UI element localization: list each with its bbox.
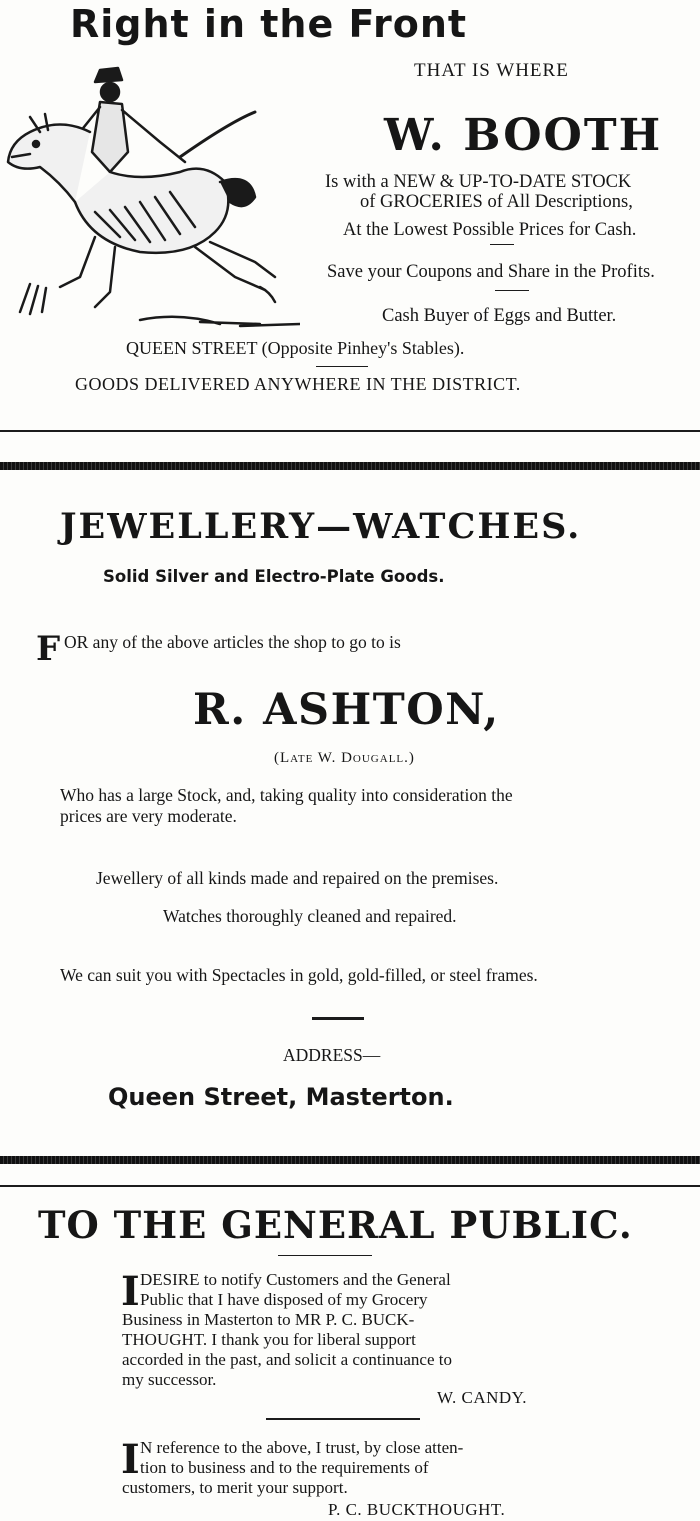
notice-signature-2: P. C. BUCKTHOUGHT. — [328, 1500, 506, 1519]
notice-paragraph-2 — [122, 1438, 557, 1498]
notice-p2-line: N reference to the above, I trust, by close atten- — [140, 1438, 464, 1457]
notice-p1-line: Public that I have disposed of my Grocery — [140, 1290, 428, 1309]
notice-p1-line: Business in Masterton to MR P. C. BUCK- — [122, 1310, 415, 1329]
booth-delivery: GOODS DELIVERED ANYWHERE IN THE DISTRICT. — [75, 374, 521, 394]
ashton-dropcap: F — [36, 629, 61, 669]
section-rule — [0, 462, 700, 470]
notice-p1-line: accorded in the past, and solicit a continuance to — [122, 1350, 452, 1369]
booth-line-eggs: Cash Buyer of Eggs and Butter. — [382, 306, 617, 326]
notice-dropcap-1: I — [121, 1268, 140, 1315]
notice-p1-line: THOUGHT. I thank you for liberal support — [122, 1330, 416, 1349]
notice-dropcap-2: I — [121, 1436, 140, 1483]
booth-line-groceries: of GROCERIES of All Descriptions, — [360, 192, 633, 212]
ashton-divider — [312, 1017, 364, 1020]
booth-address: QUEEN STREET (Opposite Pinhey's Stables). — [126, 338, 465, 358]
ashton-address-label: ADDRESS— — [283, 1045, 381, 1065]
booth-name: W. BOOTH — [384, 110, 663, 161]
notice-p2-line: customers, to merit your support. — [122, 1478, 348, 1497]
ashton-jewellery: Jewellery of all kinds made and repaired on the premises. — [96, 868, 499, 888]
ashton-subhead: Solid Silver and Electro-Plate Goods. — [103, 567, 445, 586]
booth-line-prices: At the Lowest Possible Prices for Cash. — [343, 220, 637, 240]
notice-signature-1: W. CANDY. — [437, 1388, 527, 1407]
booth-divider — [316, 366, 368, 367]
cossack-horseman-icon — [0, 62, 300, 332]
section-rule — [0, 1185, 700, 1187]
notice-divider — [278, 1255, 372, 1256]
notice-p1-line: DESIRE to notify Customers and the General — [140, 1270, 451, 1289]
ashton-headline: JEWELLERY—WATCHES. — [60, 506, 582, 547]
section-rule — [0, 430, 700, 432]
booth-headline: Right in the Front — [70, 2, 468, 46]
notice-headline: TO THE GENERAL PUBLIC. — [38, 1203, 633, 1247]
ashton-intro: OR any of the above articles the shop to go to is — [64, 632, 401, 652]
ashton-address: Queen Street, Masterton. — [108, 1083, 454, 1111]
booth-divider — [490, 244, 514, 245]
notice-paragraph-1 — [122, 1270, 557, 1390]
notice-divider — [266, 1418, 420, 1420]
ashton-name: R. ASHTON, — [193, 685, 500, 735]
ashton-late: (Late W. Dougall.) — [274, 750, 415, 766]
notice-p2-line: tion to business and to the requirements of — [140, 1458, 429, 1477]
booth-line-coupons: Save your Coupons and Share in the Profits. — [327, 262, 655, 282]
ashton-watches: Watches thoroughly cleaned and repaired. — [163, 906, 457, 926]
section-rule — [0, 1156, 700, 1164]
ashton-desc-line1: Who has a large Stock, and, taking quality into consideration the — [60, 785, 513, 805]
booth-divider — [495, 290, 529, 291]
booth-line-stock: Is with a NEW & UP-TO-DATE STOCK — [325, 172, 632, 192]
notice-p1-line: my successor. — [122, 1370, 217, 1389]
booth-subhead: THAT IS WHERE — [414, 60, 569, 81]
ashton-desc-line2: prices are very moderate. — [60, 806, 237, 826]
ashton-spectacles: We can suit you with Spectacles in gold, gold-filled, or steel frames. — [60, 965, 538, 985]
